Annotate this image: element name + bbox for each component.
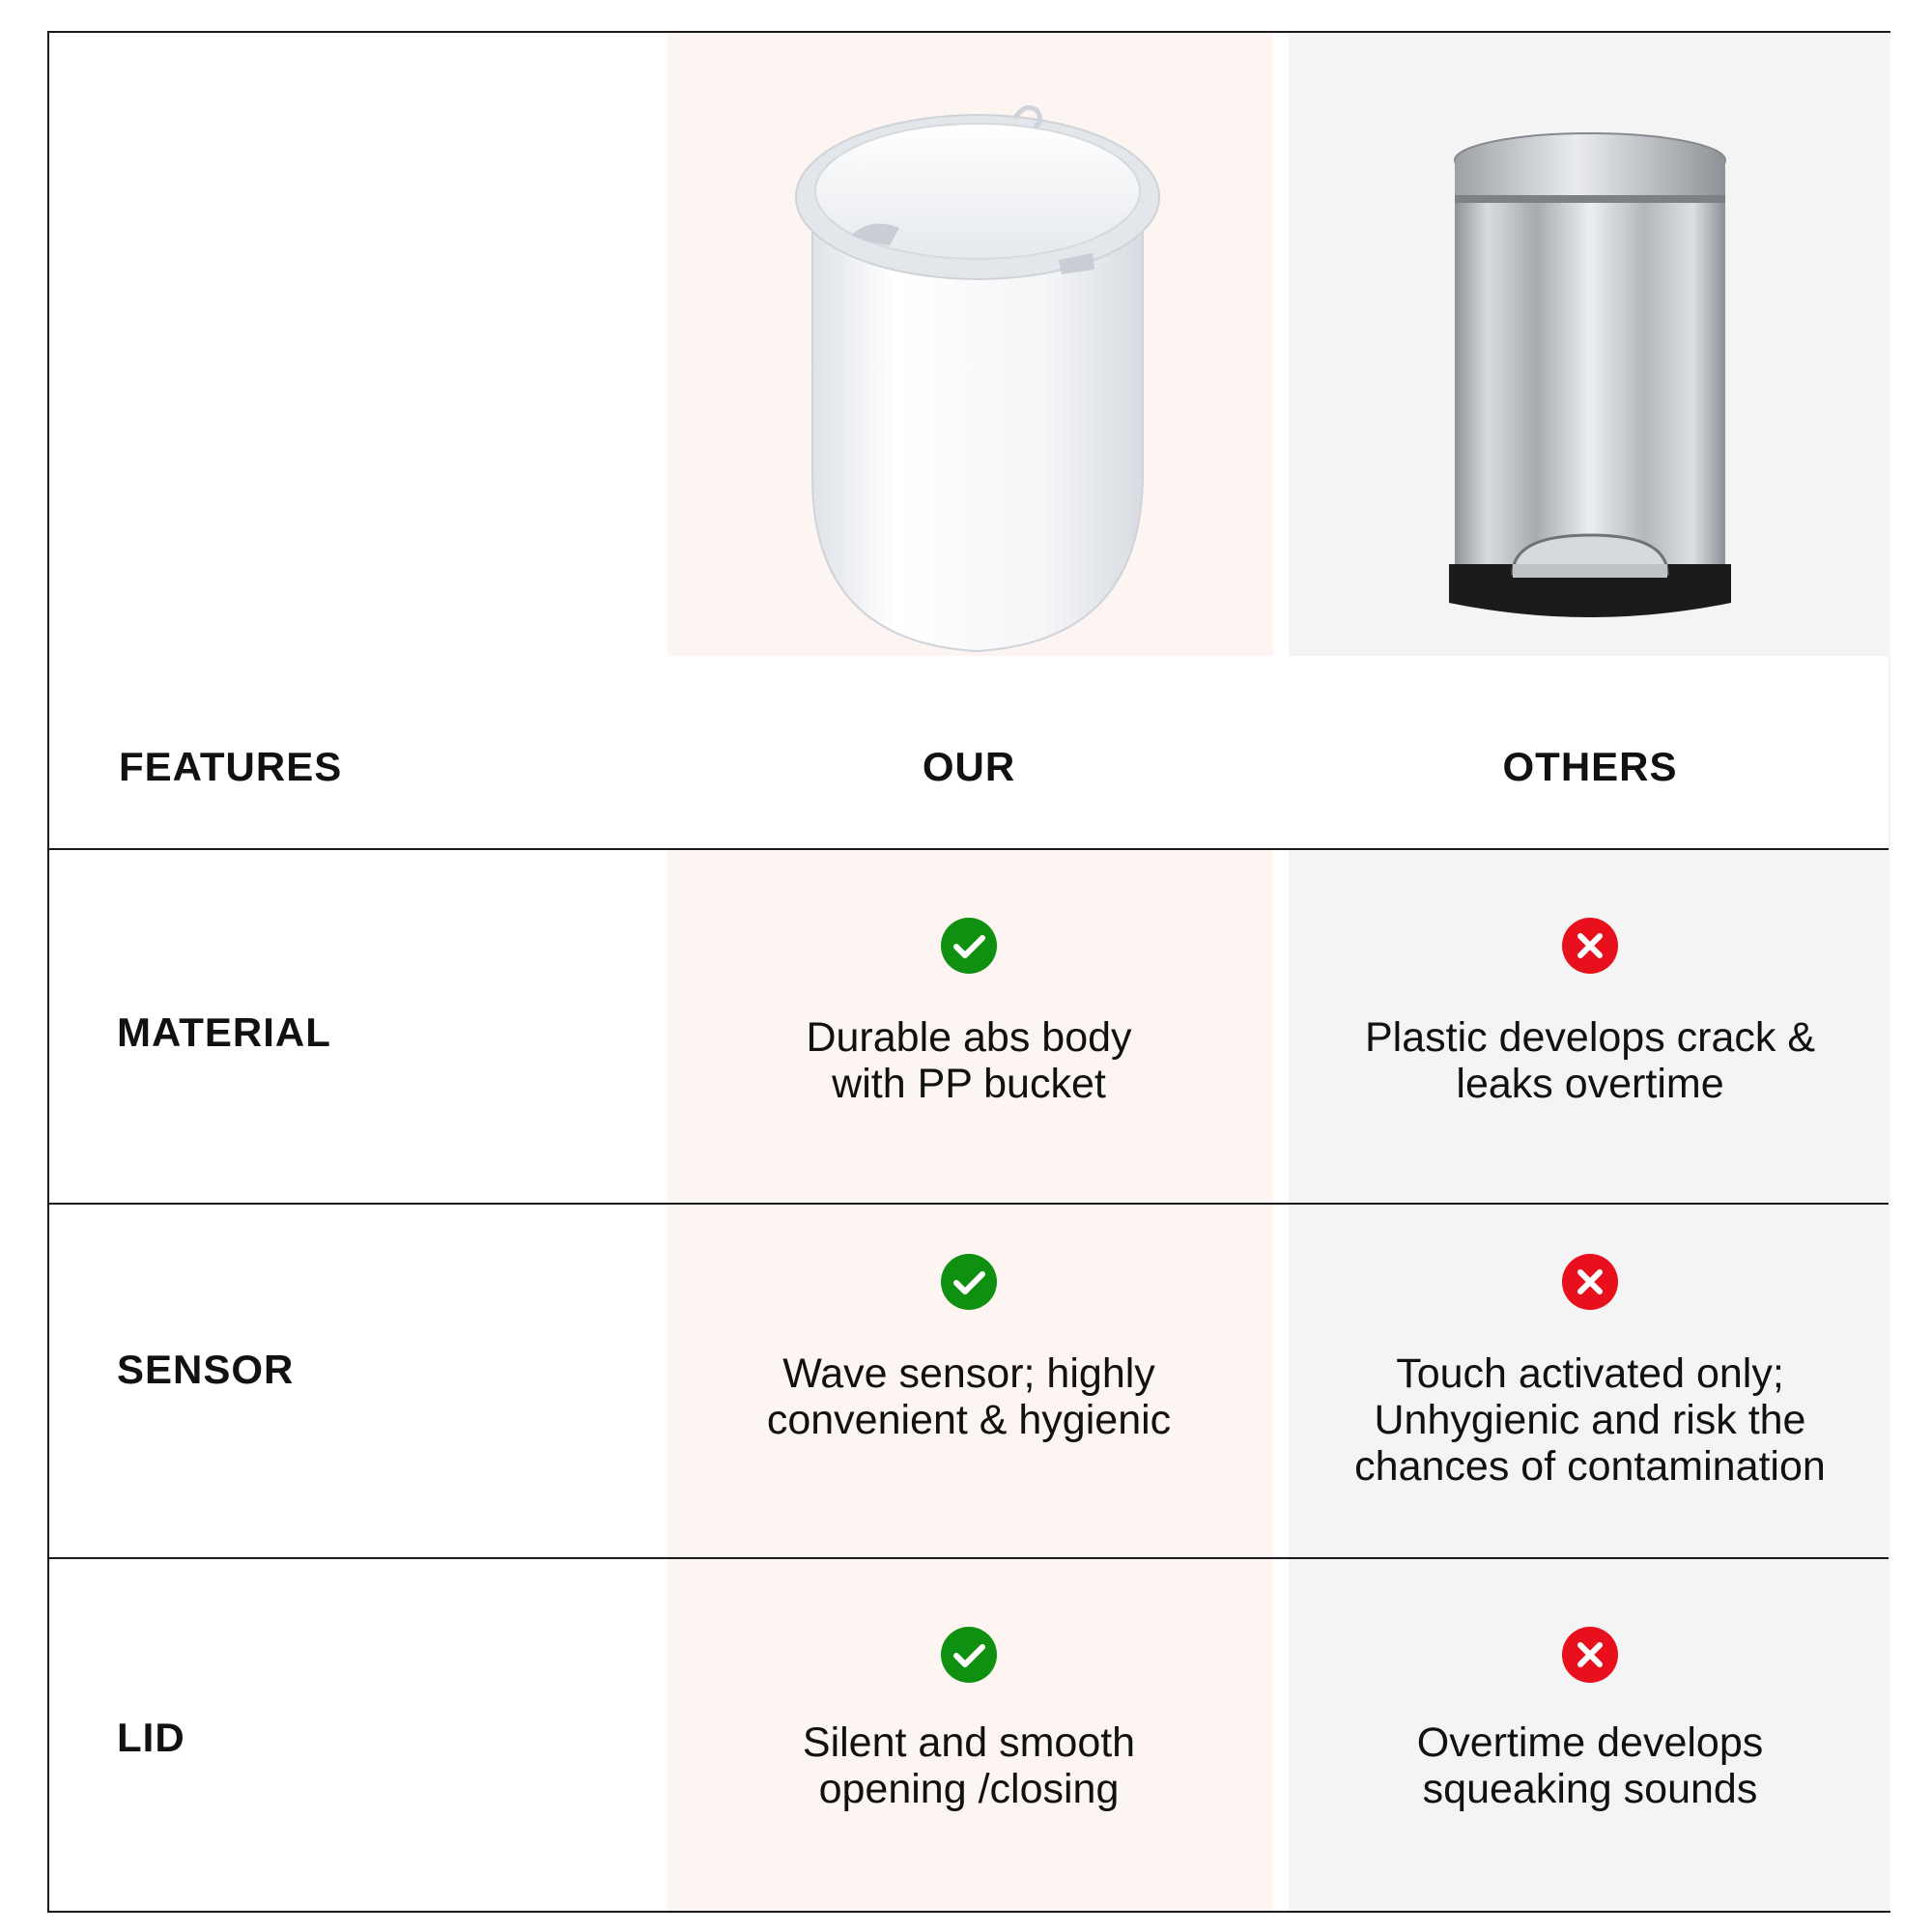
x-circle-icon (1562, 1627, 1618, 1683)
our-product-image (783, 71, 1170, 670)
comparison-table (47, 31, 1890, 1913)
others-cell-lid: Overtime develops squeaking sounds (1416, 1719, 1764, 1812)
check-circle-icon (941, 1254, 997, 1310)
our-cell-sensor: Wave sensor; highly convenient & hygienic (766, 1350, 1172, 1443)
our-cell-lid: Silent and smooth opening /closing (802, 1719, 1136, 1812)
our-cell-material: Durable abs body with PP bucket (806, 1014, 1132, 1107)
others-cell-material: Plastic develops crack & leaks overtime (1364, 1014, 1816, 1107)
check-circle-icon (941, 918, 997, 974)
x-circle-icon (1562, 1254, 1618, 1310)
check-circle-icon (941, 1627, 997, 1683)
row-divider (49, 1557, 1889, 1559)
our-header: OUR (922, 744, 1016, 789)
feature-label-material: MATERIAL (117, 1009, 331, 1055)
others-product-image (1435, 120, 1745, 641)
row-divider (49, 848, 1889, 850)
feature-label-sensor: SENSOR (117, 1347, 295, 1392)
row-divider (49, 1203, 1889, 1205)
features-header: FEATURES (119, 744, 343, 789)
x-circle-icon (1562, 918, 1618, 974)
others-cell-sensor: Touch activated only; Unhygienic and risk the chances of contamination (1354, 1350, 1826, 1490)
others-header: OTHERS (1502, 744, 1678, 789)
feature-label-lid: LID (117, 1715, 185, 1760)
